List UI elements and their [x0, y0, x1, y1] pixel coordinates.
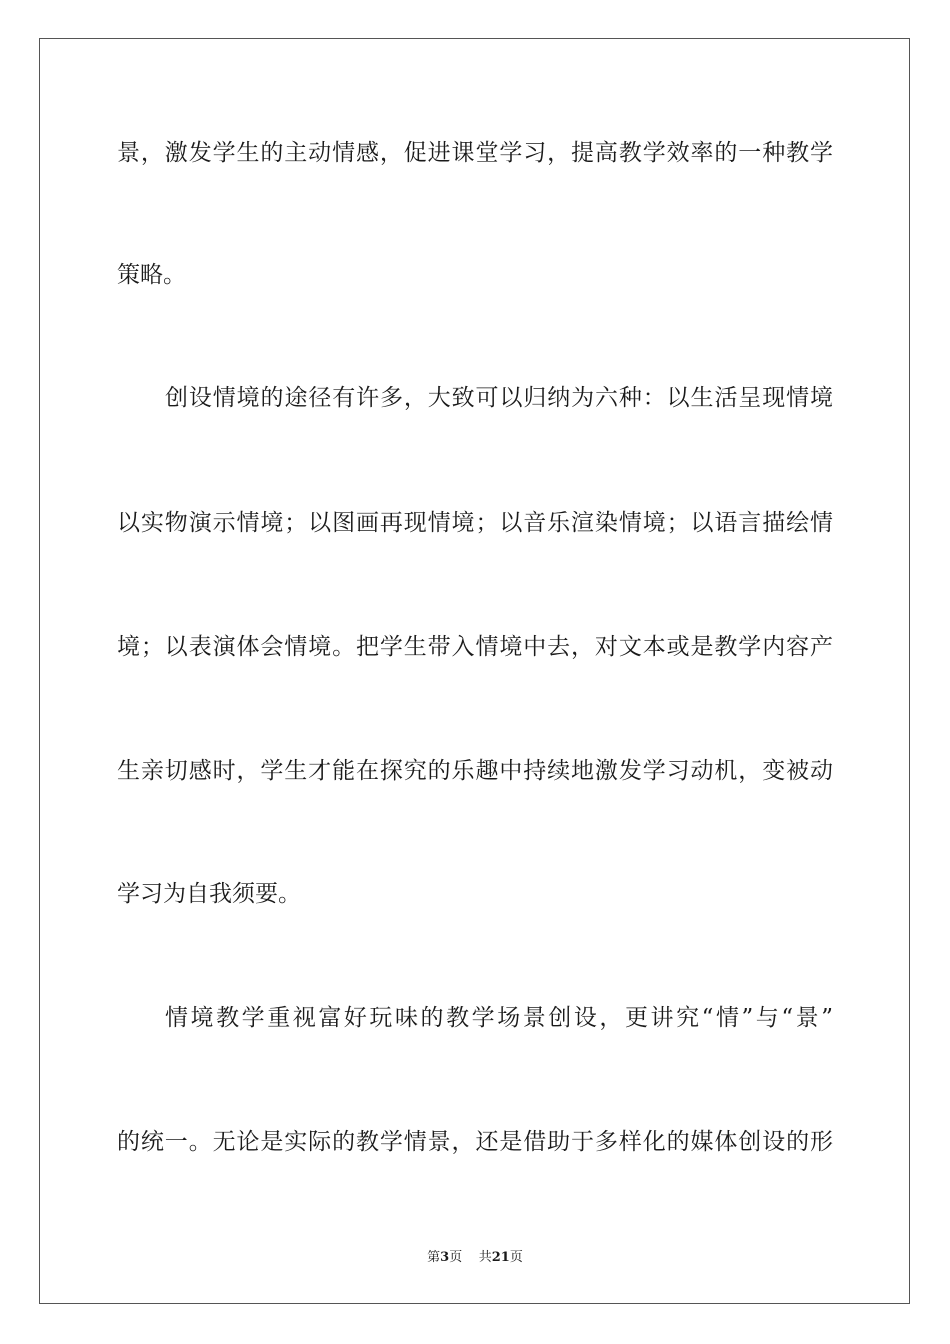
body-line-2: 策略。 — [117, 262, 186, 288]
page-label-suffix: 页 — [449, 1250, 463, 1265]
page-label-prefix: 第 — [427, 1250, 441, 1265]
body-line-1: 景，激发学生的主动情感，促进课堂学习，提高教学效率的一种教学 — [117, 140, 833, 166]
body-line-8: 情境教学重视富好玩味的教学场景创设，更讲究“情”与“景” — [165, 1005, 833, 1031]
total-label-prefix: 共 — [478, 1250, 492, 1265]
total-pages: 21 — [491, 1250, 510, 1265]
page-footer — [0, 1246, 950, 1265]
page-frame — [39, 38, 910, 1304]
total-label-suffix: 页 — [509, 1250, 523, 1265]
body-line-3: 创设情境的途径有许多，大致可以归纳为六种：以生活呈现情境 — [165, 385, 833, 411]
body-line-9: 的统一。无论是实际的教学情景，还是借助于多样化的媒体创设的形 — [117, 1129, 833, 1155]
body-line-7: 学习为自我须要。 — [117, 881, 301, 907]
body-line-4: 以实物演示情境；以图画再现情境；以音乐渲染情境；以语言描绘情 — [117, 510, 833, 536]
body-line-6: 生亲切感时，学生才能在探究的乐趣中持续地激发学习动机，变被动 — [117, 758, 833, 784]
body-line-5: 境；以表演体会情境。把学生带入情境中去，对文本或是教学内容产 — [117, 634, 833, 660]
page-number: 3 — [440, 1250, 450, 1265]
